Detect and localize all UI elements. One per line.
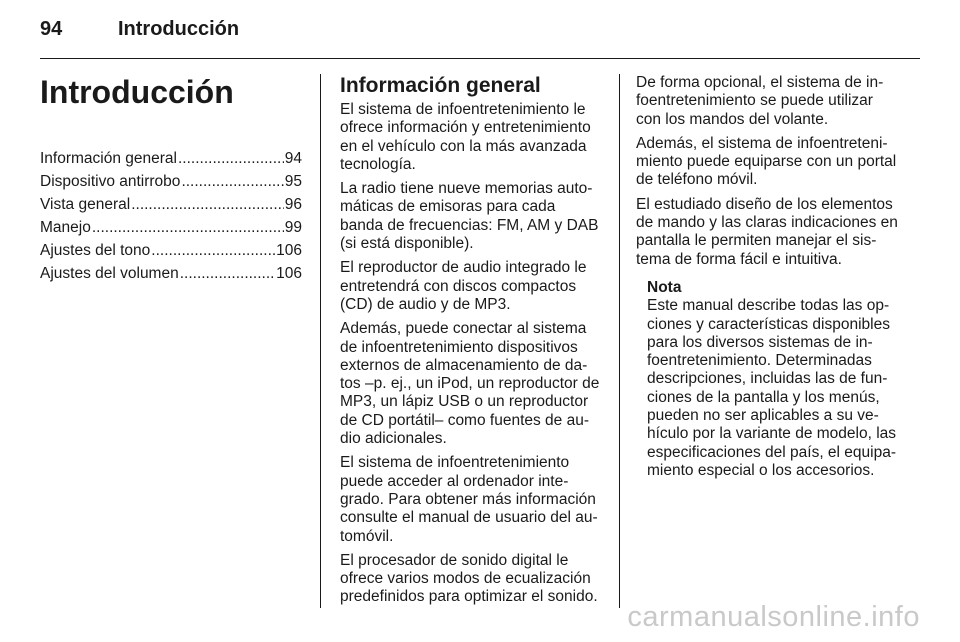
text-line: consulte el manual de usuario del au- (340, 509, 598, 527)
toc-entry[interactable] (40, 173, 302, 196)
toc-leader (131, 196, 284, 214)
toc-leader (181, 173, 283, 191)
text-line: pueden no ser aplicables a su ve- (647, 407, 879, 425)
text-line: externos de almacenamiento de da- (340, 356, 588, 374)
text-line: ciones y características disponibles (647, 315, 890, 333)
text-line: El reproductor de audio integrado le (340, 259, 587, 277)
toc-leader (180, 265, 275, 283)
text-line: El sistema de infoentretenimiento (340, 454, 570, 472)
toc-entry[interactable] (40, 150, 302, 173)
text-line: tema de forma fácil e intuitiva. (636, 250, 842, 268)
third-column (636, 74, 902, 480)
text-line: MP3, un lápiz USB o un reproductor (340, 393, 589, 411)
paragraph (636, 135, 902, 190)
text-line: banda de frecuencias: FM, AM y DAB (340, 216, 599, 234)
text-line: de mando y las claras indicaciones en (636, 214, 898, 232)
note-title: Nota (647, 278, 682, 296)
paragraph (340, 180, 604, 253)
page-number: 94 (40, 18, 63, 40)
toc-entry-label: Ajustes del tono (40, 242, 151, 259)
toc-page-number: 106 (276, 265, 302, 282)
text-line: La radio tiene nueve memorias auto- (340, 180, 593, 198)
text-line: De forma opcional, el sistema de in- (636, 74, 884, 91)
note-box (647, 279, 902, 480)
toc-leader (178, 150, 284, 168)
paragraph (340, 454, 604, 545)
text-line: puede acceder al ordenador inte- (340, 472, 569, 490)
toc-page-number: 94 (284, 150, 302, 167)
section-title: Información general (340, 74, 541, 97)
paragraph (340, 101, 604, 174)
text-line: tomóvil. (340, 527, 394, 545)
text-line: especificaciones del país, el equipa- (647, 443, 897, 461)
text-line: miento especial o los accesorios. (647, 461, 875, 479)
toc-entry[interactable] (40, 196, 302, 219)
text-line: Además, puede conectar al sistema (340, 320, 587, 338)
text-line: tos –p. ej., un iPod, un reproductor de (340, 375, 600, 393)
toc-entry[interactable] (40, 219, 302, 242)
text-line: miento puede equiparse con un portal (636, 153, 897, 171)
toc-leader (92, 219, 284, 237)
toc-entry[interactable] (40, 242, 302, 265)
text-line: de infoentretenimiento dispositivos (340, 338, 578, 356)
text-line: ofrece varios modos de ecualización (340, 570, 591, 588)
toc-page-number: 96 (284, 196, 302, 213)
text-line: para los diversos sistemas de in- (647, 333, 873, 351)
text-line: Además, el sistema de infoentreteni- (636, 134, 888, 152)
text-line: El estudiado diseño de los elementos (636, 195, 893, 213)
toc-page-number: 95 (284, 173, 302, 190)
watermark: carmanualsonline.info (627, 601, 920, 633)
paragraph (340, 552, 604, 607)
toc-entry-label: Dispositivo antirrobo (40, 173, 181, 190)
text-line: foentretenimiento se puede utilizar (636, 92, 873, 110)
chapter-title: Introducción (40, 74, 234, 110)
text-line: descripciones, incluidas las de fun- (647, 370, 888, 388)
running-title: Introducción (118, 18, 240, 40)
text-line: dio adicionales. (340, 430, 447, 448)
text-line: con los mandos del volante. (636, 110, 829, 128)
text-line: (CD) de audio y de MP3. (340, 295, 511, 313)
section-column (340, 74, 604, 613)
paragraph (636, 74, 902, 129)
text-line: de CD portátil– como fuentes de au- (340, 411, 589, 429)
text-line: ofrece información y entretenimiento (340, 119, 591, 137)
text-line: foentretenimiento. Determinadas (647, 352, 872, 370)
text-line: pantalla le permiten manejar el sis- (636, 232, 877, 250)
text-line: El procesador de sonido digital le (340, 551, 569, 569)
header-rule (40, 58, 920, 59)
toc-entry-label: Información general (40, 150, 177, 167)
toc-page-number: 99 (284, 219, 302, 236)
toc-entry-label: Manejo (40, 219, 91, 236)
text-line: ciones de la pantalla y los menús, (647, 388, 880, 406)
text-line: entretendrá con discos compactos (340, 277, 577, 295)
text-line: (si está disponible). (340, 235, 474, 253)
toc-entry-label: Ajustes del volumen (40, 265, 179, 282)
paragraph (636, 196, 902, 269)
text-line: Este manual describe todas las op- (647, 297, 890, 315)
text-line: de teléfono móvil. (636, 171, 758, 189)
note-text (647, 297, 902, 480)
text-line: en el vehículo con la más avanzada (340, 137, 587, 155)
text-line: máticas de emisoras para cada (340, 198, 556, 216)
column-divider (619, 74, 620, 608)
text-line: grado. Para obtener más información (340, 490, 596, 508)
paragraph (340, 259, 604, 314)
text-line: El sistema de infoentretenimiento le (340, 101, 586, 118)
toc-column (40, 74, 302, 288)
text-line: hículo por la variante de modelo, las (647, 425, 897, 443)
table-of-contents (40, 150, 302, 288)
text-line: predefinidos para optimizar el sonido. (340, 588, 598, 606)
toc-leader (151, 242, 275, 260)
paragraph (340, 320, 604, 448)
column-divider (320, 74, 321, 608)
toc-page-number: 106 (276, 242, 302, 259)
toc-entry-label: Vista general (40, 196, 131, 213)
toc-entry[interactable] (40, 265, 302, 288)
column3-body (636, 74, 902, 269)
text-line: tecnología. (340, 155, 416, 173)
section-body (340, 101, 604, 607)
